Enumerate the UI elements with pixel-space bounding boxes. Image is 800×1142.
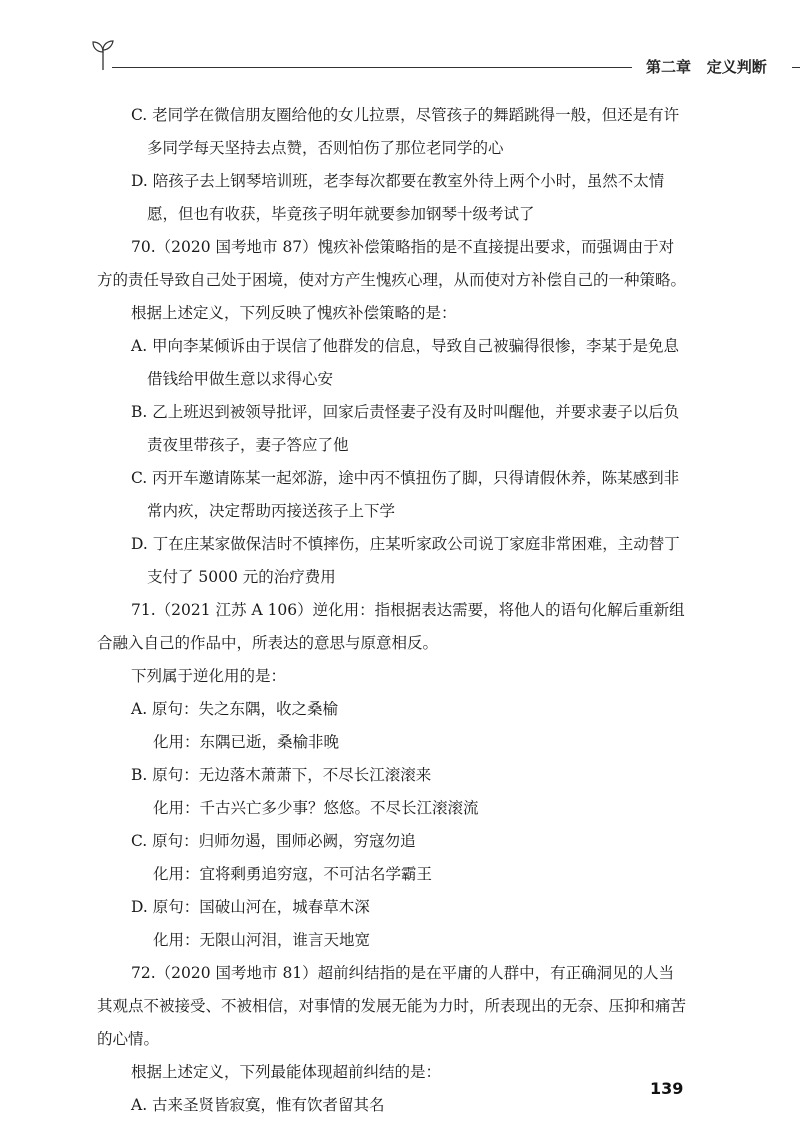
q71-option-b-original: B. 原句：无边落木萧萧下，不尽长江滚滚来 xyxy=(131,766,432,784)
header-rule-right xyxy=(792,67,800,68)
q72-option-a: A. 古来圣贤皆寂寞，惟有饮者留其名 xyxy=(131,1096,385,1114)
q69-option-d: D. 陪孩子去上钢琴培训班，老李每次都要在教室外待上两个小时，虽然不太情愿，但也有收获，毕竟孩子明年就要参加钢琴十级考试了 xyxy=(131,172,665,223)
q70-option-c: C. 丙开车邀请陈某一起郊游，途中丙不慎扭伤了脚，只得请假休养，陈某感到非常内疚，决定帮助丙接送孩子上下学 xyxy=(131,469,680,520)
q70-option-b: B. 乙上班迟到被领导批评，回家后责怪妻子没有及时叫醒他，并要求妻子以后负责夜里带孩子，妻子答应了他 xyxy=(131,403,680,454)
page-header xyxy=(88,36,767,76)
q70-prompt: 根据上述定义，下列反映了愧疚补偿策略的是： xyxy=(131,304,457,322)
q71-definition: 71.（2021 江苏 A 106）逆化用：指根据表达需要，将他人的语句化解后重新组合融入自己的作品中，所表达的意思与原意相反。 xyxy=(97,601,685,652)
q71-option-c-original: C. 原句：归师勿遏，围师必阙，穷寇勿追 xyxy=(131,832,416,850)
q71-prompt: 下列属于逆化用的是： xyxy=(131,667,287,685)
q71-option-a-adapted: 化用：东隅已逝，桑榆非晚 xyxy=(153,733,340,751)
q69-option-c: C. 老同学在微信朋友圈给他的女儿拉票，尽管孩子的舞蹈跳得一般，但还是有许多同学每天坚持去点赞，否则怕伤了那位老同学的心 xyxy=(131,106,680,157)
page-content xyxy=(97,99,687,1122)
section-name: 定义判断 xyxy=(706,58,767,76)
page-number: 139 xyxy=(650,1079,684,1098)
q71-option-a-original: A. 原句：失之东隅，收之桑榆 xyxy=(131,700,339,718)
q70-option-a: A. 甲向李某倾诉由于误信了他群发的信息，导致自己被骗得很惨，李某于是免息借钱给甲做生意以求得心安 xyxy=(131,337,680,388)
q71-option-c-adapted: 化用：宜将剩勇追穷寇，不可沽名学霸王 xyxy=(153,865,433,883)
chapter-number: 第二章 xyxy=(646,58,692,76)
q71-option-d-adapted: 化用：无限山河泪，谁言天地宽 xyxy=(153,931,371,949)
header-rule-left xyxy=(112,67,632,68)
q71-option-b-adapted: 化用：千古兴亡多少事？悠悠。不尽长江滚滚流 xyxy=(153,799,479,817)
q72-prompt: 根据上述定义，下列最能体现超前纠结的是： xyxy=(131,1063,442,1081)
q70-option-d: D. 丁在庄某家做保洁时不慎摔伤，庄某听家政公司说丁家庭非常困难，主动替丁支付了 5000 元的治疗费用 xyxy=(131,535,680,586)
q70-definition: 70.（2020 国考地市 87）愧疚补偿策略指的是不直接提出要求，而强调由于对方的责任导致自己处于困境，使对方产生愧疚心理，从而使对方补偿自己的一种策略。 xyxy=(97,238,687,289)
chapter-title xyxy=(646,56,767,77)
q71-option-d-original: D. 原句：国破山河在，城春草木深 xyxy=(131,898,370,916)
q72-definition: 72.（2020 国考地市 81）超前纠结指的是在平庸的人群中，有正确洞见的人当其观点不被接受、不被相信，对事情的发展无能为力时，所表现出的无奈、压抑和痛苦的心情。 xyxy=(97,964,687,1048)
